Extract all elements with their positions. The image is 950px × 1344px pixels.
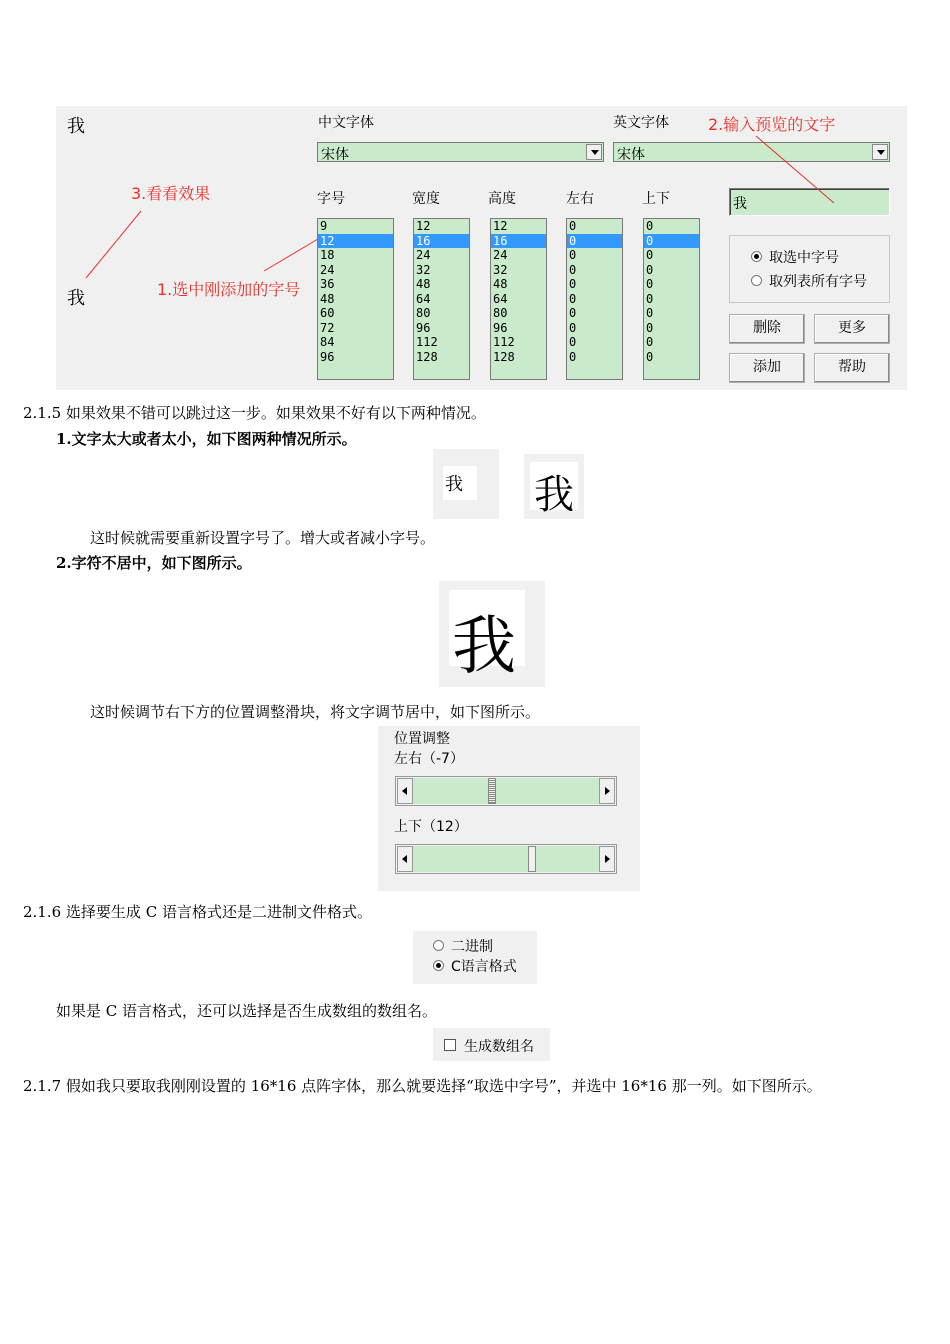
list-item[interactable]: 36	[320, 277, 335, 291]
list-item[interactable]: 0	[569, 262, 577, 277]
array-name-panel	[433, 1028, 550, 1061]
annotation-1: 1.选中刚添加的字号	[157, 280, 301, 299]
small-char-preview	[433, 449, 499, 519]
heading-case-2: 2.字符不居中，如下图所示。	[56, 554, 252, 572]
chinese-font-label: 中文字体	[318, 115, 374, 131]
list-item[interactable]: 0	[646, 248, 654, 262]
heading-case-1: 1.文字太大或者太小，如下图两种情况所示。	[56, 430, 357, 448]
list-item[interactable]: 96	[320, 349, 335, 364]
list-item[interactable]: 48	[320, 291, 335, 306]
position-adjust-title: 位置调整	[394, 731, 450, 747]
output-format-panel	[413, 931, 537, 984]
chinese-font-value: 宋体	[321, 147, 349, 163]
list-item[interactable]: 0	[646, 277, 654, 291]
list-item[interactable]: 48	[416, 277, 431, 291]
preview-canvas	[530, 462, 578, 518]
english-font-value: 宋体	[617, 147, 645, 163]
para-2-1-5: 2.1.5 如果效果不错可以跳过这一步。如果效果不好有以下两种情况。	[23, 404, 486, 422]
list-item[interactable]: 0	[569, 248, 577, 262]
annotation-line-2	[756, 136, 834, 203]
radio-take-all-label: 取列表所有字号	[769, 274, 867, 290]
para-2-1-7: 2.1.7 假如我只要取我刚刚设置的 16*16 点阵字体，那么就要选择“取选中字号”，并选中 16*16 那一列。如下图所示。	[23, 1077, 822, 1095]
list-item[interactable]: 32	[493, 262, 508, 277]
font-dialog-screenshot	[56, 106, 907, 390]
add-button[interactable]: 添加	[729, 353, 805, 383]
col-header-ud: 上下	[642, 191, 670, 207]
scroll-left-icon[interactable]	[397, 778, 413, 804]
radio-take-selected-label: 取选中字号	[769, 250, 839, 266]
list-item[interactable]: 0	[569, 349, 577, 364]
list-item[interactable]: 0	[646, 219, 654, 233]
list-item[interactable]: 0	[644, 234, 699, 249]
list-item[interactable]: 64	[416, 291, 431, 306]
ud-track[interactable]	[413, 846, 599, 872]
radio-binary[interactable]	[433, 940, 444, 951]
delete-button[interactable]: 删除	[729, 314, 805, 344]
annotation-lines	[56, 106, 907, 390]
lr-label: 左右（-7）	[394, 751, 464, 767]
scroll-right-icon[interactable]	[599, 846, 615, 872]
para-2-1-6: 2.1.6 选择要生成 C 语言格式还是二进制文件格式。	[23, 903, 372, 921]
radio-binary-label: 二进制	[451, 939, 493, 955]
annotation-line-1	[264, 239, 318, 271]
ud-slider-thumb[interactable]	[528, 846, 536, 872]
list-item[interactable]: 16	[491, 234, 546, 249]
radio-c-format-label: C语言格式	[451, 959, 517, 975]
ud-label: 上下（12）	[394, 819, 468, 835]
list-item[interactable]: 0	[646, 262, 654, 277]
lr-track[interactable]	[413, 778, 599, 804]
list-item[interactable]: 0	[646, 291, 654, 306]
list-item[interactable]: 84	[320, 335, 335, 349]
list-item[interactable]: 128	[493, 349, 515, 364]
big-char-preview	[524, 454, 584, 519]
preview-text-value: 我	[733, 196, 747, 212]
array-name-checkbox[interactable]	[444, 1039, 456, 1051]
list-item[interactable]: 12	[318, 234, 393, 249]
list-item[interactable]: 112	[416, 335, 438, 349]
small-char: 我	[445, 474, 463, 495]
para-c-format: 如果是 C 语言格式，还可以选择是否生成数组的数组名。	[56, 1002, 438, 1020]
col-header-height: 高度	[488, 191, 516, 207]
list-item[interactable]: 128	[416, 349, 438, 364]
lr-slider-thumb[interactable]	[488, 778, 496, 804]
scroll-right-icon[interactable]	[599, 778, 615, 804]
para-resize: 这时候就需要重新设置字号了。增大或者减小字号。	[90, 529, 436, 547]
more-button[interactable]: 更多	[814, 314, 890, 344]
list-item[interactable]: 16	[414, 234, 469, 249]
list-item[interactable]: 0	[646, 349, 654, 364]
list-item[interactable]: 12	[416, 219, 431, 233]
ud-slider[interactable]	[395, 844, 617, 874]
list-item[interactable]: 0	[646, 335, 654, 349]
lr-slider[interactable]	[395, 776, 617, 806]
list-item[interactable]: 96	[416, 320, 431, 335]
preview-char-bottom: 我	[67, 288, 85, 309]
list-item[interactable]: 0	[569, 306, 577, 320]
col-header-size: 字号	[317, 191, 345, 207]
list-item[interactable]: 0	[569, 320, 577, 335]
list-item[interactable]: 32	[416, 262, 431, 277]
preview-canvas	[443, 466, 477, 500]
list-item[interactable]: 24	[416, 248, 431, 262]
help-button[interactable]: 帮助	[814, 353, 890, 383]
list-item[interactable]: 12	[493, 219, 508, 233]
list-item[interactable]: 9	[320, 219, 328, 233]
list-item[interactable]: 0	[569, 291, 577, 306]
list-item[interactable]: 48	[493, 277, 508, 291]
list-item[interactable]: 96	[493, 320, 508, 335]
list-item[interactable]: 112	[493, 335, 515, 349]
array-name-label: 生成数组名	[464, 1039, 534, 1055]
list-item[interactable]: 0	[569, 219, 577, 233]
off-center-preview	[439, 581, 545, 687]
list-item[interactable]: 0	[567, 234, 622, 249]
list-item[interactable]: 80	[416, 306, 431, 320]
list-item[interactable]: 18	[320, 248, 335, 262]
list-item[interactable]: 72	[320, 320, 335, 335]
list-item[interactable]: 0	[646, 320, 654, 335]
list-item[interactable]: 80	[493, 306, 508, 320]
big-char: 我	[534, 472, 574, 518]
list-item[interactable]: 0	[569, 335, 577, 349]
annotation-2: 2.输入预览的文字	[708, 115, 836, 134]
list-item[interactable]: 0	[569, 277, 577, 291]
preview-char-top: 我	[67, 116, 85, 137]
english-font-label: 英文字体	[613, 115, 669, 131]
scroll-left-icon[interactable]	[397, 846, 413, 872]
col-header-width: 宽度	[412, 191, 440, 207]
list-item[interactable]: 24	[320, 262, 335, 277]
para-adjust: 这时候调节右下方的位置调整滑块，将文字调节居中，如下图所示。	[90, 703, 541, 721]
list-item[interactable]: 64	[493, 291, 508, 306]
radio-c-format[interactable]	[433, 960, 444, 971]
list-item[interactable]: 60	[320, 306, 335, 320]
annotation-line-3	[86, 211, 141, 278]
position-adjust-panel	[378, 726, 640, 891]
col-header-lr: 左右	[566, 191, 594, 207]
preview-canvas	[449, 590, 525, 684]
list-item[interactable]: 0	[646, 306, 654, 320]
annotation-3: 3.看看效果	[131, 184, 211, 203]
off-center-char: 我	[452, 610, 516, 684]
list-item[interactable]: 24	[493, 248, 508, 262]
